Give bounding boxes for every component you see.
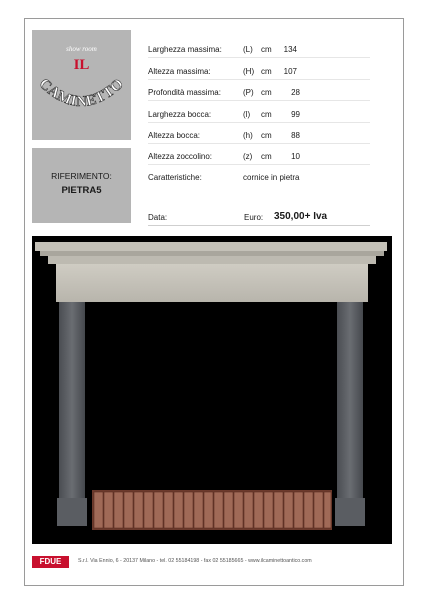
- footer-contact-text: S.r.l. Via Ennio, 6 - 20137 Milano - tel. 02 55184198 - fax 02 55185665 - www.ilcaminettoantico.com: [78, 558, 312, 564]
- spec-value: 10: [291, 152, 300, 161]
- mantel-shelf: [35, 242, 387, 251]
- features-label: Caratteristiche:: [148, 173, 202, 182]
- left-plinth: [57, 498, 87, 526]
- spec-value: 107: [283, 67, 297, 76]
- logo-panel: [32, 30, 131, 140]
- fireplace-photo: [32, 236, 392, 544]
- left-jamb: [59, 302, 85, 524]
- spec-label: Larghezza bocca:: [148, 110, 212, 119]
- right-plinth: [335, 498, 365, 526]
- price-divider: [148, 225, 370, 226]
- spec-unit: cm: [261, 67, 272, 76]
- spec-unit: cm: [261, 88, 272, 97]
- spec-code: (l): [243, 110, 251, 119]
- spec-divider: [148, 143, 370, 144]
- mantel-molding: [48, 256, 376, 264]
- spec-unit: cm: [261, 45, 272, 54]
- svg-text:CAMINETTO: [36, 76, 127, 110]
- features-value: cornice in pietra: [243, 173, 300, 182]
- spec-label: Altezza bocca:: [148, 131, 201, 140]
- footer: [32, 556, 390, 570]
- spec-divider: [148, 100, 370, 101]
- mantel-shelf-edge: [40, 251, 384, 256]
- spec-value: 134: [283, 45, 297, 54]
- spec-label: Altezza zoccolino:: [148, 152, 213, 161]
- spec-divider: [148, 57, 370, 58]
- spec-label: Altezza massima:: [148, 67, 211, 76]
- spec-label: Profondità massima:: [148, 88, 221, 97]
- reference-value: PIETRA5: [61, 185, 102, 196]
- logo-il-text: IL: [73, 57, 90, 73]
- spec-unit: cm: [261, 131, 272, 140]
- spec-code: (z): [243, 152, 253, 161]
- spec-value: 99: [291, 110, 300, 119]
- brick-hearth: [92, 490, 332, 530]
- spec-code: (h): [243, 131, 253, 140]
- spec-value: 28: [291, 88, 300, 97]
- spec-code: (H): [243, 67, 255, 76]
- logo-showroom-text: show room: [66, 45, 97, 53]
- mantel-frieze: [56, 264, 368, 302]
- spec-value: 88: [291, 131, 300, 140]
- footer-logo: FDUE: [32, 556, 69, 568]
- spec-unit: cm: [261, 110, 272, 119]
- right-jamb: [337, 302, 363, 524]
- fireplace-illustration: [32, 236, 392, 544]
- reference-panel: [32, 148, 131, 223]
- price-value: 350,00+ Iva: [274, 211, 328, 222]
- spec-divider: [148, 79, 370, 80]
- spec-code: (L): [243, 45, 253, 54]
- logo-wordmark: [32, 70, 131, 130]
- spec-divider: [148, 164, 370, 165]
- spec-code: (P): [243, 88, 254, 97]
- spec-unit: cm: [261, 152, 272, 161]
- price-currency: Euro:: [244, 213, 264, 222]
- reference-label: RIFERIMENTO:: [51, 171, 112, 181]
- spec-divider: [148, 122, 370, 123]
- spec-label: Larghezza massima:: [148, 45, 222, 54]
- date-label: Data:: [148, 213, 168, 222]
- logo-name-text: CAMINETTO: [35, 75, 128, 111]
